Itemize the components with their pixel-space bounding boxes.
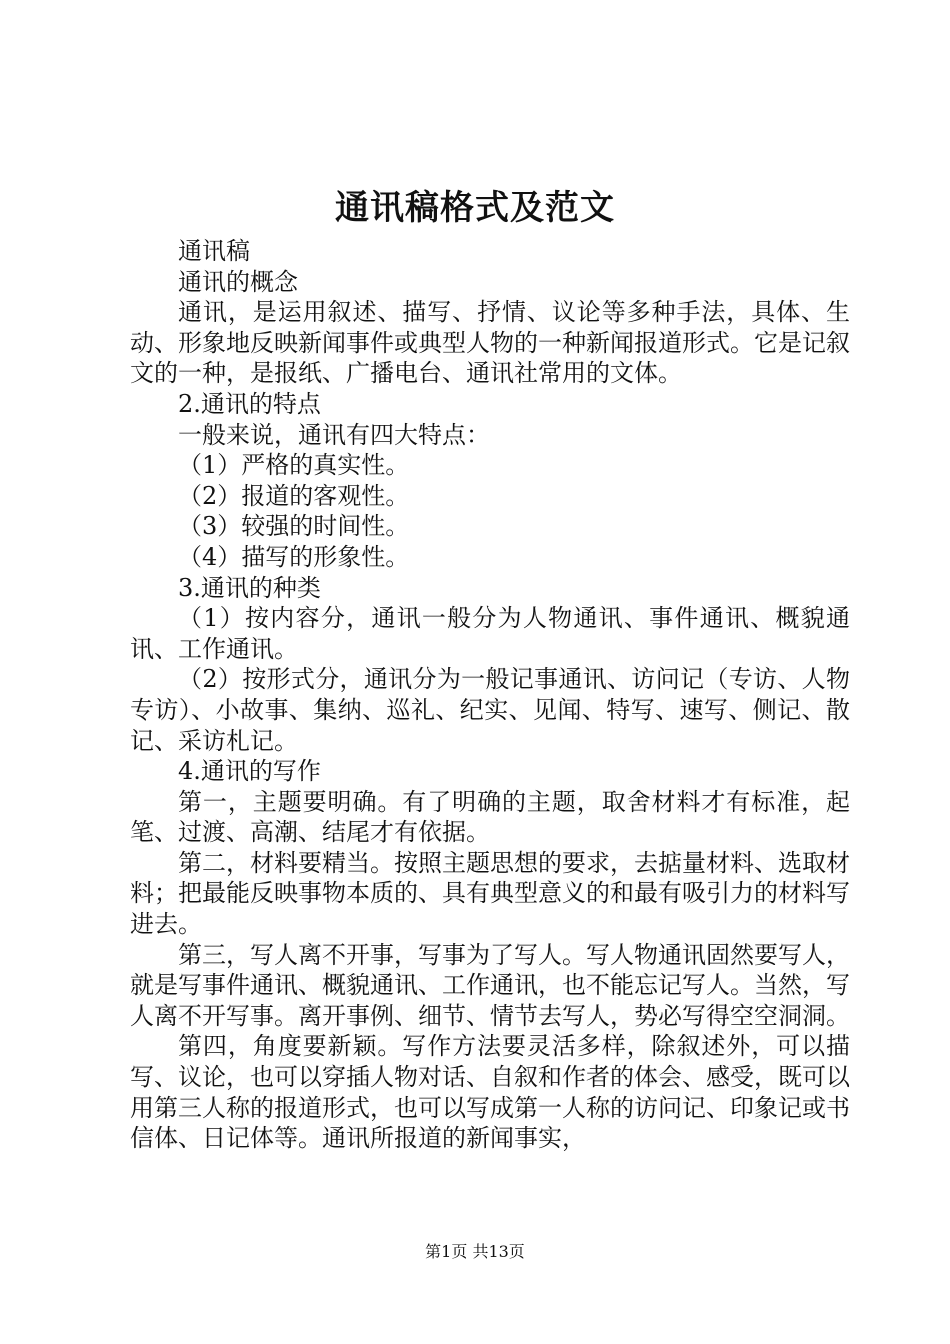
paragraph-concept-text: 通讯，是运用叙述、描写、抒情、议论等多种手法，具体、生动、形象地反映新闻事件或典型人物的一种新闻报道形式。它是记叙文的一种，是报纸、广播电台、通讯社常用的文体。 [130,298,850,388]
page-footer: 第1页 共13页 [425,1242,525,1261]
paragraph-heading-tongxungao: 通讯稿 [178,237,250,265]
paragraph-heading-writing: 4.通讯的写作 [178,757,321,786]
document-title: 通讯稿格式及范文 [335,188,615,228]
paragraph-heading-types: 3.通讯的种类 [178,573,321,602]
paragraph-feature-3: （3）较强的时间性。 [178,512,410,541]
paragraph-features-intro: 一般来说，通讯有四大特点： [178,420,490,449]
paragraph-writing-first: 第一，主题要明确。有了明确的主题，取舍材料才有标准，起笔、过渡、高潮、结尾才有依据。 [130,787,850,847]
paragraph-type-by-form: （2）按形式分，通讯分为一般记事通讯、访问记（专访、人物专访）、小故事、集纳、巡礼、纪实、见闻、特写、速写、侧记、散记、采访札记。 [130,665,850,755]
paragraph-feature-4: （4）描写的形象性。 [178,542,410,571]
paragraph-writing-second: 第二，材料要精当。按照主题思想的要求，去掂量材料、选取材料；把最能反映事物本质的、具有典型意义的和最有吸引力的材料写进去。 [130,848,850,939]
paragraph-writing-fourth: 第四，角度要新颖。写作方法要灵活多样，除叙述外，可以描写、议论，也可以穿插人物对话、自叙和作者的体会、感受，既可以用第三人称的报道形式，也可以写成第一人称的访问记、印象记或书信体、日记体等。通讯所报道的新闻事实， [130,1032,850,1153]
paragraph-writing-third: 第三，写人离不开事，写事为了写人。写人物通讯固然要写人，就是写事件通讯、概貌通讯、工作通讯，也不能忘记写人。当然，写人离不开写事。离开事例、细节、情节去写人，势必写得空空洞洞。 [130,940,850,1030]
paragraph-feature-2: （2）报道的客观性。 [178,481,410,510]
paragraph-feature-1: （1）严格的真实性。 [178,451,410,480]
paragraph-heading-concept: 通讯的概念 [178,267,298,296]
paragraph-type-by-content: （1）按内容分，通讯一般分为人物通讯、事件通讯、概貌通讯、工作通讯。 [130,604,850,663]
paragraph-heading-features: 2.通讯的特点 [178,389,321,418]
document-body [130,236,850,1154]
